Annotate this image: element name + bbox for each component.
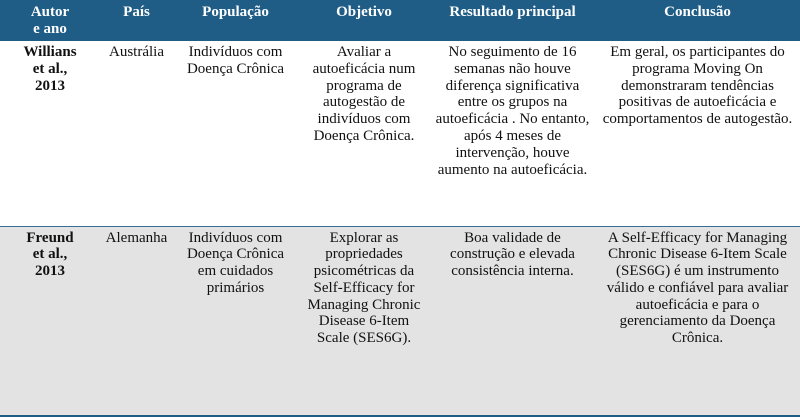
- table-body: [0, 41, 800, 416]
- cell-pais: Austrália: [100, 41, 173, 226]
- cell-populacao: Indivíduos com Doença Crônica em cuidados primários: [173, 226, 298, 416]
- cell-autor: [0, 226, 100, 416]
- header-conclusao: Conclusão: [664, 4, 731, 20]
- cell-autor: [0, 41, 100, 226]
- autor-line1: Freund: [26, 229, 74, 246]
- header-autor-line1: Autor: [30, 4, 70, 20]
- autor-line1: Willians: [23, 44, 77, 60]
- header-pais: País: [123, 4, 150, 20]
- cell-conclusao: A Self-Efficacy for Managing Chronic Disease 6-Item Scale (SES6G) é um instrumento válido e confiável para avaliar autoeficácia e para o gerenciamento da Doença Crônica.: [595, 226, 800, 416]
- header-populacao: População: [202, 4, 269, 20]
- header-autor: [0, 0, 100, 41]
- cell-resultado: Boa validade de construção e elevada consistência interna.: [430, 226, 595, 416]
- autor-line2: et al.,: [32, 60, 68, 77]
- header-autor-line2: e ano: [33, 21, 67, 37]
- table-row: [0, 226, 800, 416]
- table-row: [0, 41, 800, 226]
- cell-populacao: Indivíduos com Doença Crônica: [173, 41, 298, 226]
- autor-line3: 2013: [35, 77, 65, 94]
- header-row: [0, 0, 800, 41]
- table-header: [0, 0, 800, 41]
- header-objetivo: Objetivo: [336, 4, 392, 20]
- autor-line2: et al.,: [32, 246, 68, 263]
- cell-objetivo: Avaliar a autoeficácia num programa de autogestão de indivíduos com Doença Crônica.: [298, 41, 430, 226]
- cell-objetivo: Explorar as propriedades psicométricas da Self-Efficacy for Managing Chronic Disease 6-Item Scale (SES6G).: [298, 226, 430, 416]
- cell-conclusao: Em geral, os participantes do programa Moving On demonstraram tendências positivas de autoeficácia e comportamentos de autogestão.: [595, 41, 800, 226]
- cell-resultado: No seguimento de 16 semanas não houve diferença significativa entre os grupos na autoeficácia . No entanto, após 4 meses de intervenção, houve aumento na autoeficácia.: [430, 41, 595, 226]
- header-resultado: Resultado principal: [449, 4, 576, 20]
- cell-pais: Alemanha: [100, 226, 173, 416]
- autor-line3: 2013: [35, 263, 65, 280]
